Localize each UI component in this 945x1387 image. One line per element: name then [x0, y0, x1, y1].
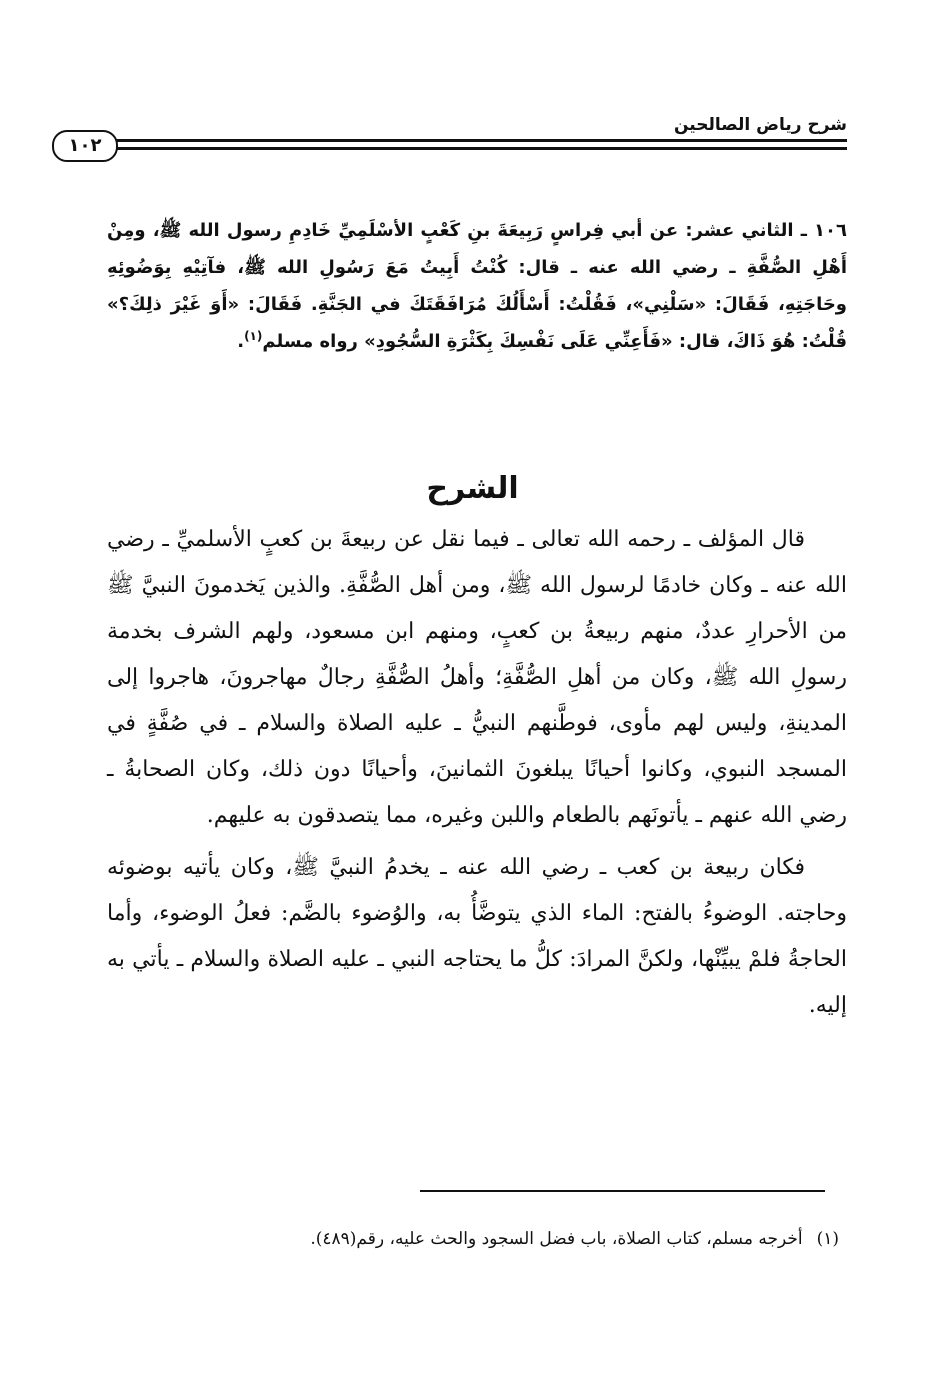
- footnote-text: أخرجه مسلم، كتاب الصلاة، باب فضل السجود والحث عليه، رقم(٤٨٩).: [310, 1229, 803, 1249]
- commentary-heading: الشرح: [426, 471, 519, 506]
- footnote: [99, 1226, 839, 1252]
- footnote-separator: [420, 1190, 825, 1192]
- commentary-body: [107, 517, 847, 1035]
- header-rule-top: [112, 139, 847, 142]
- hadith-text: ١٠٦ ـ الثاني عشر: عن أبي فِراسٍ رَبِيعَةَ بنِ كَعْبٍ الأسْلَمِيِّ خَادِمِ رسول الله ﷺ، ومِنْ أَهْلِ الصُّفَّةِ ـ رضي الله عنه ـ قال: كُنْتُ أَبِيتُ مَعَ رَسُولِ الله ﷺ، فآتِيْهِ بِوَضُوئِهِ وحَاجَتِهِ، فَقَالَ: «سَلْنِي»، فَقُلْتُ: أَسْأَلُكَ مُرَافَقَتَكَ في الجَنَّةِ. فَقَالَ: «أَوَ غَيْرَ ذلِكَ؟» قُلْتُ: هُوَ ذَاكَ، قال: «فَأَعِنِّي عَلَى نَفْسِكَ بِكَثْرَةِ السُّجُودِ» رواه مسلم: [107, 220, 847, 352]
- commentary-paragraph: فكان ربيعة بن كعب ـ رضي الله عنه ـ يخدمُ النبيَّ ﷺ، وكان يأتيه بوضوئه وحاجته. الوضوءُ بالفتح: الماء الذي يتوضَّأُ به، والوُضوء بالضَّم: فعلُ الوضوء، وأما الحاجةُ فلمْ يبيِّنْها، ولكنَّ المرادَ: كلُّ ما يحتاجه النبي ـ عليه الصلاة والسلام ـ يأتي به إليه.: [107, 855, 847, 1018]
- commentary-paragraph: قال المؤلف ـ رحمه الله تعالى ـ فيما نقل عن ربيعةَ بن كعبٍ الأسلميِّ ـ رضي الله عنه ـ وكان خادمًا لرسول الله ﷺ، ومن أهل الصُّفَّةِ. والذين يَخدمونَ النبيَّ ﷺ من الأحرارِ عددٌ، منهم ربيعةُ بن كعبٍ، ومنهم ابن مسعود، ولهم الشرف بخدمة رسولِ الله ﷺ، وكان من أهلِ الصُّفَّةِ؛ وأهلُ الصُّفَّةِ رجالٌ مهاجرونَ، هاجروا إلى المدينةِ، وليس لهم مأوى، فوطَّنهم النبيُّ ـ عليه الصلاة والسلام ـ في صُفَّةٍ في المسجد النبوي، وكانوا أحيانًا يبلغونَ الثمانينَ، وأحيانًا دون ذلك، وكان الصحابةُ ـ رضي الله عنهم ـ يأتونَهم بالطعام واللبن وغيره، مما يتصدقون به عليهم.: [107, 527, 847, 828]
- hadith-paragraph: [107, 212, 847, 360]
- hadith-end-mark: .: [237, 331, 245, 352]
- page-number: ١٠٢: [52, 130, 118, 162]
- footnote-reference[interactable]: (١): [244, 329, 263, 343]
- hadith-text-block: [107, 212, 847, 360]
- book-title: شرح رياض الصالحين: [673, 115, 847, 135]
- header-rule-bottom: [112, 147, 847, 150]
- footnote-marker: (١): [816, 1229, 839, 1249]
